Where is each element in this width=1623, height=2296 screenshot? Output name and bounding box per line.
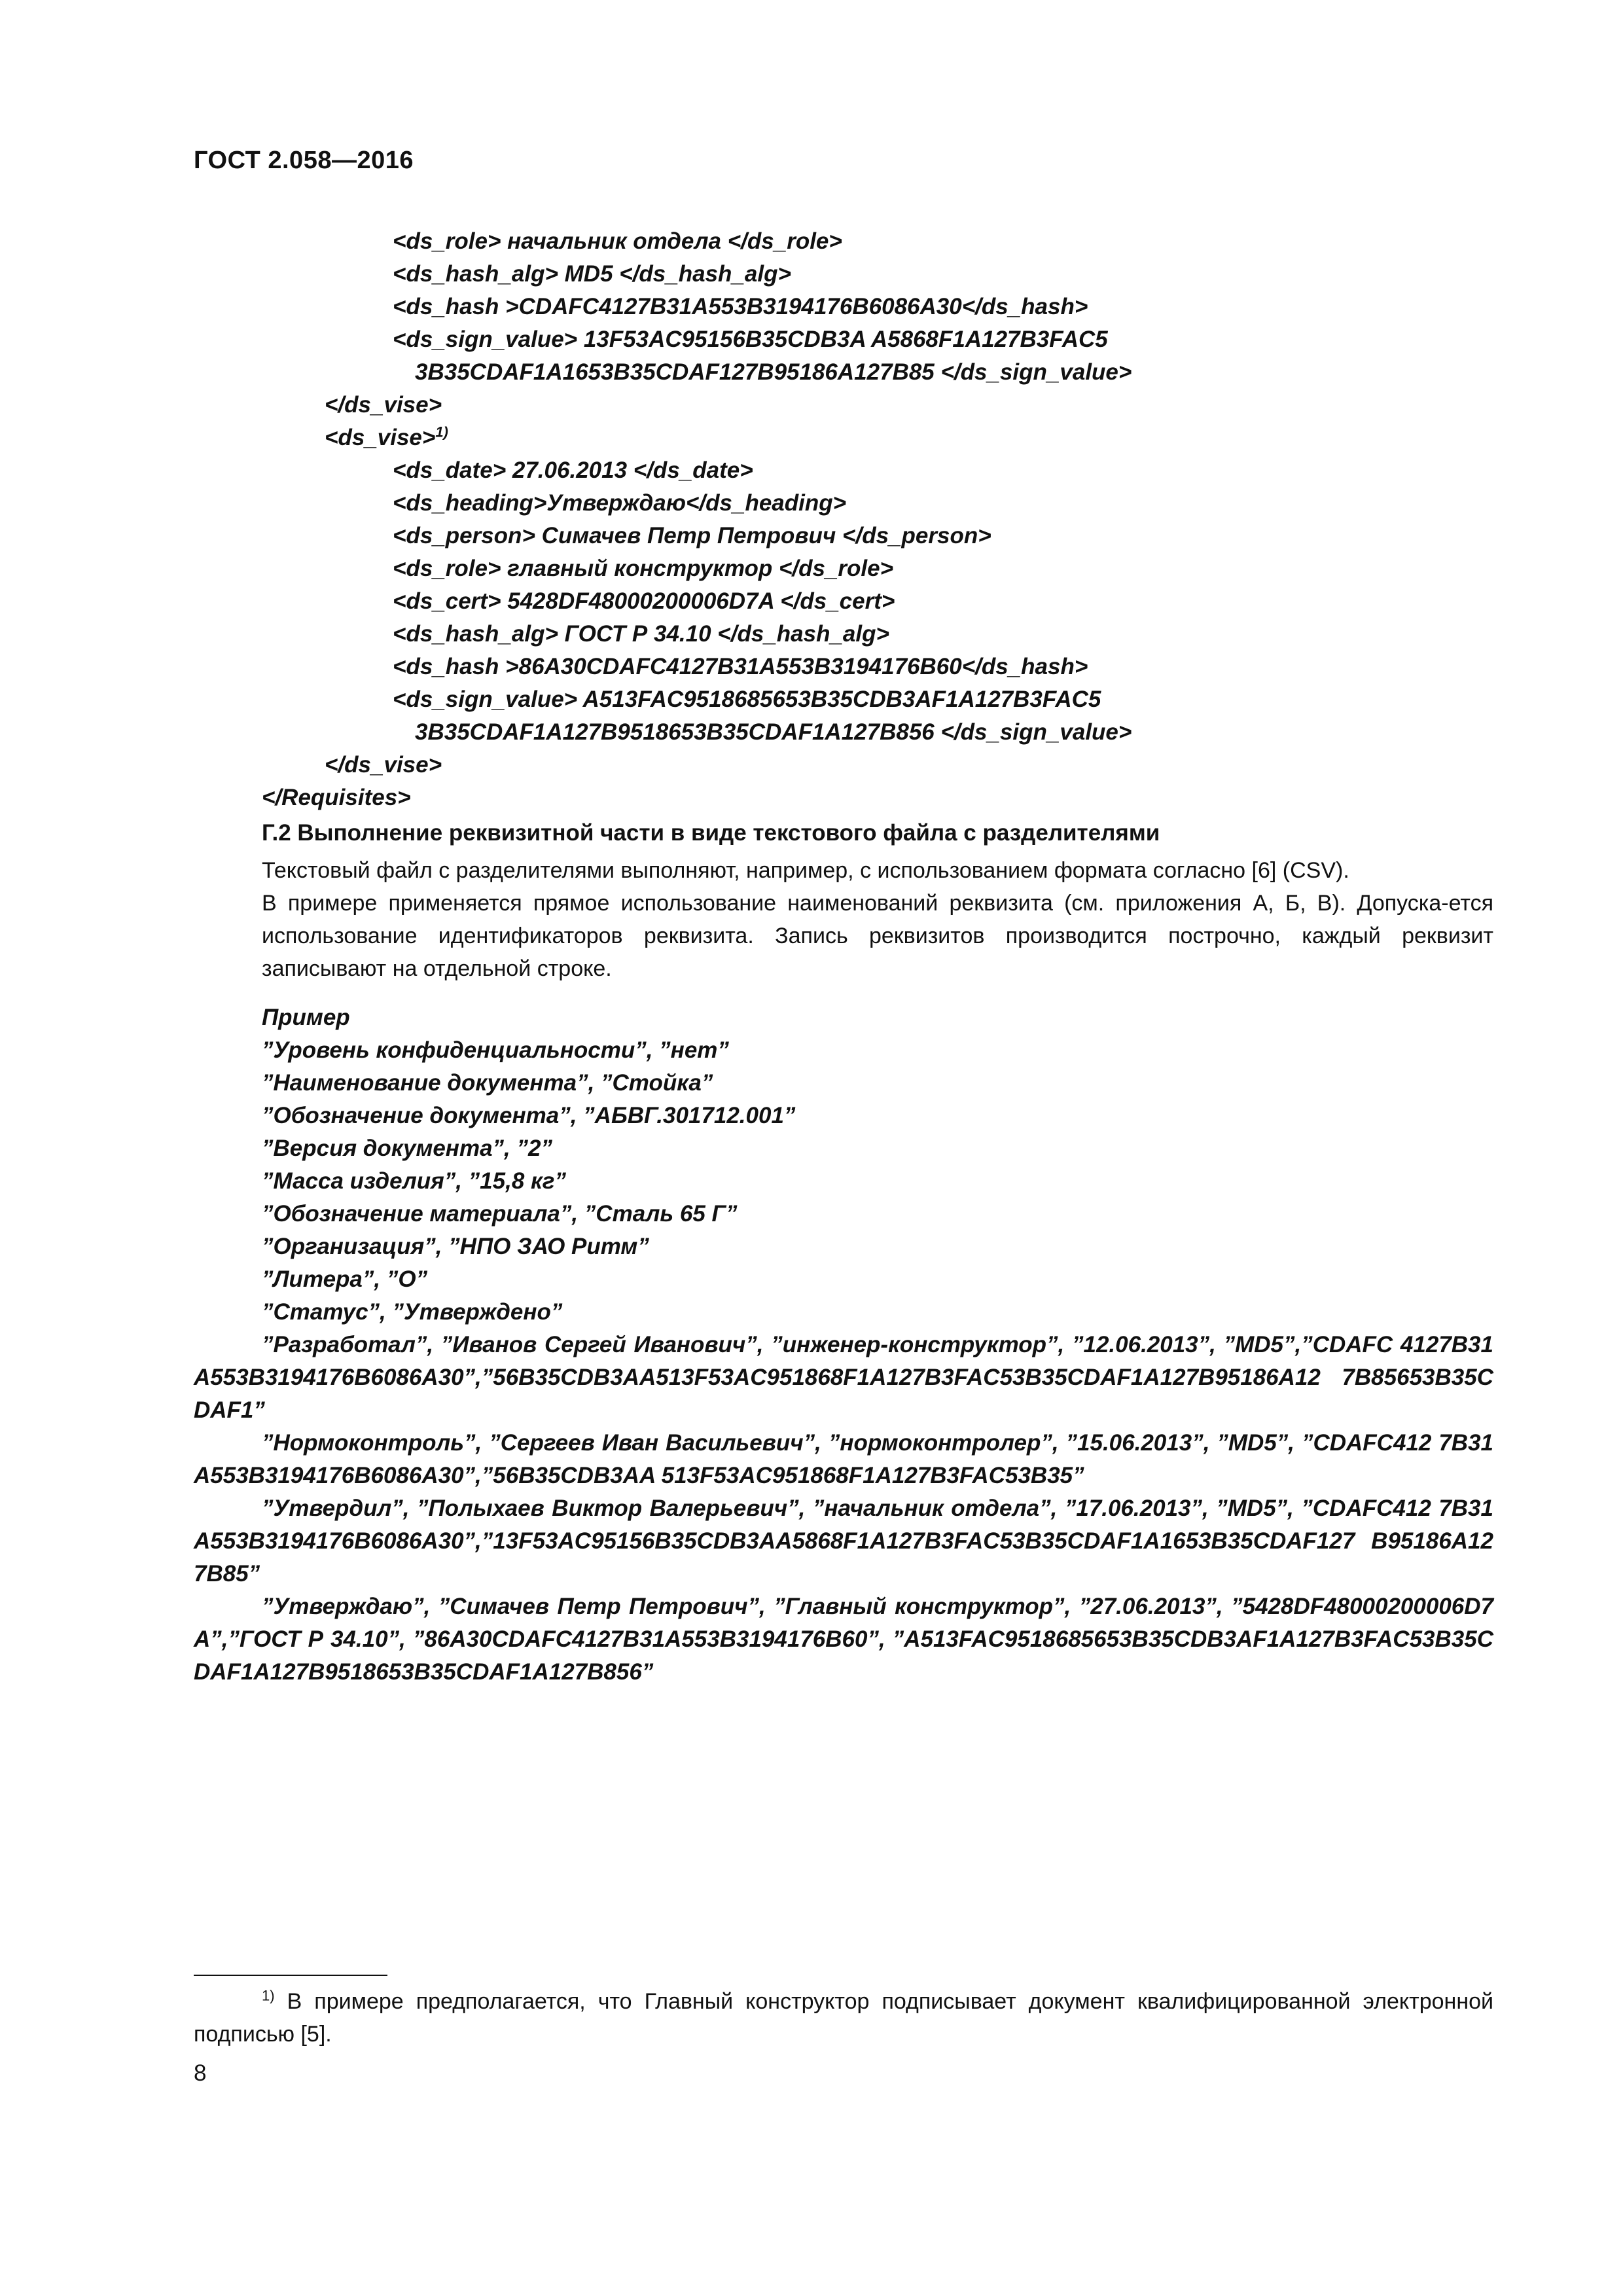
code-line: <ds_role> начальник отдела </ds_role>: [393, 228, 842, 254]
footnote-text: В примере предполагается, что Главный конструктор подписывает документ квалифицированной электронной подписью [5].: [194, 1989, 1494, 2047]
code-line: <ds_date> 27.06.2013 </ds_date>: [393, 457, 753, 483]
example-line: ”Масса изделия”, ”15,8 кг”: [262, 1168, 566, 1194]
example-line: ”Обозначение материала”, ”Сталь 65 Г”: [262, 1201, 738, 1227]
code-line: <ds_sign_value> A513FAC9518685653B35CDB3AF1A127B3FAC5: [393, 687, 1101, 712]
example-line: ”Статус”, ”Утверждено”: [262, 1299, 563, 1325]
code-line: </ds_vise>: [325, 752, 442, 778]
code-line: </Requisites>: [262, 785, 411, 810]
document-header: ГОСТ 2.058—2016: [194, 147, 414, 174]
example-entry: ”Разработал”, ”Иванов Сергей Иванович”, ”инженер-конструктор”, ”12.06.2013”, ”MD5”,”CDAFC 4127B31A553B3194176B6086A30”,”56B35CDB3AA513F53AC951868F1A127B3FAC53B35CDAF1A127B95186A12 7B85653B35CDAF1”: [194, 1332, 1493, 1423]
code-line: <ds_hash >86A30CDAFC4127B31A553B3194176B60</ds_hash>: [393, 654, 1088, 679]
code-line-text: <ds_vise>: [325, 425, 436, 450]
example-line: ”Организация”, ”НПО ЗАО Ритм”: [262, 1234, 649, 1259]
code-line: <ds_heading>Утверждаю</ds_heading>: [393, 490, 847, 516]
paragraph: Текстовый файл с разделителями выполняют, например, с использованием формата согласно [6] (CSV).: [262, 858, 1349, 883]
code-line: </ds_vise>: [325, 392, 442, 418]
code-line: 3B35CDAF1A1653B35CDAF127B95186A127B85 </ds_sign_value>: [415, 359, 1132, 385]
example-entry: ”Утвердил”, ”Полыхаев Виктор Валерьевич”, ”начальник отдела”, ”17.06.2013”, ”MD5”, ”CDAFC412 7B31A553B3194176B6086A30”,”13F53AC95156B35CDB3AA5868F1A127B3FAC53B35CDAF1A1653B35CDAF127 B95186A127B85”: [194, 1496, 1493, 1587]
code-line-with-footnote: [325, 422, 448, 454]
example-entry: ”Нормоконтроль”, ”Сергеев Иван Васильевич”, ”нормоконтролер”, ”15.06.2013”, ”MD5”, ”CDAFC412 7B31A553B3194176B6086A30”,”56B35CDB3AA 513F53AC951868F1A127B3FAC53B35”: [194, 1430, 1493, 1488]
code-line: <ds_sign_value> 13F53AC95156B35CDB3A A5868F1A127B3FAC5: [393, 327, 1108, 352]
example-line: ”Наименование документа”, ”Стойка”: [262, 1070, 713, 1096]
code-line: <ds_cert> 5428DF48000200006D7A </ds_cert>: [393, 588, 895, 614]
example-line: ”Обозначение документа”, ”АБВГ.301712.001”: [262, 1103, 796, 1128]
footnote-mark: 1): [262, 1987, 275, 2004]
code-line: <ds_hash >CDAFC4127B31A553B3194176B6086A30</ds_hash>: [393, 294, 1088, 319]
page-number: 8: [194, 2060, 207, 2086]
footnote-divider: [194, 1975, 387, 1976]
footnote-reference[interactable]: 1): [435, 423, 448, 440]
section-body: [262, 854, 1493, 985]
code-line: 3B35CDAF1A127B9518653B35CDAF1A127B856 </ds_sign_value>: [415, 719, 1132, 745]
code-line: <ds_person> Симачев Петр Петрович </ds_person>: [393, 523, 991, 548]
code-line: <ds_hash_alg> ГОСТ Р 34.10 </ds_hash_alg>: [393, 621, 889, 647]
footnote: [194, 1985, 1493, 2051]
code-line: <ds_role> главный конструктор </ds_role>: [393, 556, 894, 581]
section-title: Г.2 Выполнение реквизитной части в виде текстового файла с разделителями: [262, 820, 1160, 846]
example-label: Пример: [262, 1005, 350, 1030]
code-line: <ds_hash_alg> MD5 </ds_hash_alg>: [393, 261, 791, 287]
example-line: ”Уровень конфиденциальности”, ”нет”: [262, 1037, 729, 1063]
example-line: ”Литера”, ”О”: [262, 1266, 428, 1292]
example-entry: ”Утверждаю”, ”Симачев Петр Петрович”, ”Главный конструктор”, ”27.06.2013”, ”5428DF48000200006D7A”,”ГОСТ Р 34.10”, ”86A30CDAFC4127B31A553B3194176B60”, ”A513FAC9518685653B35CDB3AF1A127B3FAC53B35CDAF1A127B9518653B35CDAF1A127B856”: [194, 1594, 1493, 1685]
paragraph: В примере применяется прямое использование наименований реквизита (см. приложения А, Б, В). Допуска-ется использование идентификаторов реквизита. Запись реквизитов производится построчно, каждый реквизит записывают на отдельной строке.: [262, 891, 1493, 981]
example-line: ”Версия документа”, ”2”: [262, 1136, 552, 1161]
